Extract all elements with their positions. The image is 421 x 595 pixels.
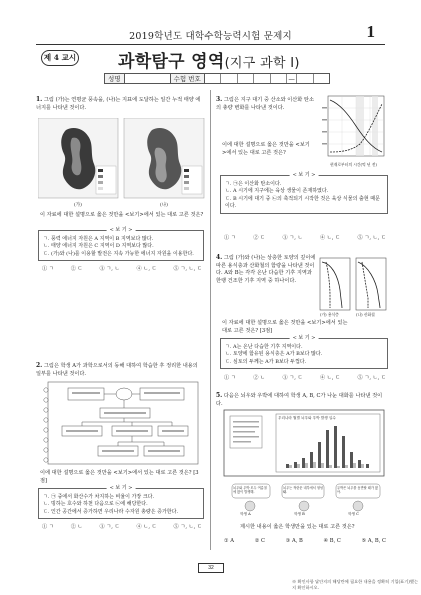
- exam-number-label: 수험 번호: [171, 74, 205, 83]
- question-2-prompt: 이에 대한 설명으로 옳은 것만을 <보기>에서 있는 대로 고른 것은? [3점]: [40, 470, 199, 484]
- page-number: 1: [366, 22, 375, 41]
- bogi-item: ㄷ. (가)와 (나)를 이용할 발전은 지속 가능한 에너지 자원을 이용한다.: [43, 250, 194, 257]
- question-4-number: 4.: [216, 254, 223, 261]
- bogi-item: ㄷ. B 시기에 대기 중 ㉡의 축적되기 시작한 것은 육상 식물의 출현 때문이다.: [225, 195, 380, 210]
- legend-swatch: [98, 175, 103, 178]
- exam-number-cell[interactable]: [254, 74, 270, 83]
- choice-4[interactable]: ④ ㄴ, ㄷ: [319, 375, 341, 381]
- choice-5[interactable]: ⑤ ㄱ, ㄴ, ㄷ: [173, 524, 202, 530]
- question-3-graph: [318, 94, 388, 170]
- subject-main: 과학탐구 영역: [118, 52, 225, 72]
- bogi-item: ㄱ. A는 온난 다습한 기후 지역이다.: [225, 344, 303, 350]
- question-5-prompt: 제시한 내용이 옳은 학생만을 있는 대로 고른 것은?: [240, 524, 355, 530]
- map-a-caption: (가): [74, 203, 82, 208]
- graph-b-frame: [356, 258, 386, 310]
- choice-2[interactable]: ② ㄴ: [253, 375, 266, 381]
- header-rule: [36, 44, 385, 45]
- period-a-band: [356, 96, 364, 156]
- choice-2[interactable]: ② ㄷ: [253, 235, 266, 241]
- question-5-choices: [224, 538, 386, 544]
- question-1-maps: [38, 118, 206, 206]
- legend-swatch: [98, 181, 103, 184]
- legend-swatch: [184, 181, 189, 184]
- question-4-stem: [216, 254, 316, 285]
- question-1-choices: [42, 265, 202, 272]
- map-b-inland: [155, 148, 167, 183]
- question-3-stem: [216, 96, 316, 112]
- question-3-bogi: [220, 172, 388, 214]
- choice-2[interactable]: ② ㄷ: [70, 266, 83, 272]
- student-c-label: 학생 C: [348, 512, 359, 516]
- subject-title: [118, 47, 300, 72]
- question-2-text: 그림은 학생 A가 과학으로서의 동해 대하여 학습한 후 정리한 내용의 일부를 나타낸 것이다.: [36, 363, 198, 377]
- bogi-title: < 보 기 >: [107, 227, 136, 234]
- name-field[interactable]: [125, 74, 171, 83]
- choice-1[interactable]: ① ㄱ: [224, 235, 236, 241]
- choice-4[interactable]: ④ ㄴ, ㄷ: [136, 524, 157, 530]
- choice-1[interactable]: ① A: [224, 538, 235, 544]
- legend-swatch: [184, 187, 189, 190]
- subject-sub: (지구 과학 I): [224, 56, 300, 71]
- question-1-prompt: 이 자료에 대한 설명으로 옳은 것만을 <보기>에서 있는 대로 고른 것은?: [40, 212, 204, 218]
- bogi-item: ㄷ. 심토의 두께는 A가 B보다 두껍다.: [225, 358, 307, 365]
- bogi-item: ㄱ. 풍력 에너지 자원은 A 지역이 B 지역보다 많다.: [43, 236, 154, 242]
- question-2-choices: [42, 523, 202, 530]
- bogi-item: ㄴ. A 시기에 지구에는 육상 생물이 존재하였다.: [225, 188, 329, 195]
- column-divider: [210, 90, 211, 550]
- question-4-text: 그림 (가)와 (나)는 상층한 토양의 깊이에 따른 용식층과 산화철의 함량을 나타낸 것이다. A와 B는 각각 온난 다습한 기후 지역과 한랭 건조한 기후 지역 중 하나이다.: [216, 255, 316, 284]
- question-2-stem: [36, 362, 204, 378]
- board-chart-title: 우리나라 월별 뇌우와 우박 발생 일수: [278, 416, 336, 420]
- bogi-item: ㄷ. 인간 공간에서 증가하면 우리나라 수자원 총량은 증가한다.: [43, 508, 179, 515]
- bogi-item: ㄱ. ㉠은 이산화 탄소이다.: [225, 181, 282, 187]
- question-1-stem: [36, 96, 204, 112]
- legend-swatch: [184, 169, 189, 172]
- bogi-item: ㄱ. ㉠ 중에서 화산수가 차지하는 비율이 가장 크다.: [43, 494, 155, 500]
- choice-2[interactable]: ② C: [254, 538, 265, 544]
- question-2-number: 2.: [36, 362, 43, 369]
- footer-note: ※ 확인사항 답안지의 해당란에 필요한 내용을 정확히 기입(표기)했는지 확인하시오.: [292, 579, 418, 590]
- graph-a-curve-a: [322, 262, 342, 308]
- student-info-bar: [104, 73, 330, 84]
- name-label: 성명: [105, 74, 125, 83]
- choice-5[interactable]: ⑤ ㄱ, ㄴ, ㄷ: [357, 375, 386, 381]
- graph-tick-marks: [322, 107, 327, 145]
- choice-3[interactable]: ③ A, B: [285, 538, 303, 544]
- choice-3[interactable]: ③ ㄱ, ㄴ: [282, 235, 303, 241]
- question-2-bogi: [38, 485, 204, 519]
- question-2-notebook: [40, 380, 202, 466]
- exam-number-cell[interactable]: [238, 74, 254, 83]
- exam-number-cell[interactable]: [205, 74, 221, 83]
- graph-a-frame: [320, 258, 350, 310]
- question-1-bogi: [38, 227, 204, 261]
- choice-5[interactable]: ⑤ A, B, C: [361, 538, 386, 544]
- bogi-title: < 보 기 >: [290, 172, 319, 179]
- notebook-rings: [44, 388, 48, 462]
- legend-swatch: [98, 187, 103, 190]
- bogi-item: ㄴ. 태양 에너지 자원은 C 지역이 D 지역보다 많다.: [43, 243, 154, 250]
- bogi-title: < 보 기 >: [107, 485, 136, 492]
- bubble-c-text: 우박은 뇌우를 동반할 때가 많아.: [337, 486, 379, 494]
- question-5-scene: [220, 408, 388, 520]
- question-3-choices: [224, 234, 386, 241]
- choice-1[interactable]: ① ㄱ: [42, 266, 54, 272]
- bogi-item: ㄴ. 빙하는 호수와 하천 다음으로 ㉡에 해당한다.: [43, 501, 148, 508]
- question-3-prompt: 이에 대한 설명으로 옳은 것만을 <보기>에서 있는 대로 고른 것은?: [222, 142, 310, 156]
- graph-a-curve-b: [326, 262, 330, 308]
- question-3-number: 3.: [216, 96, 223, 103]
- graph-xlabel: 현재로부터의 시간(억 년 전): [330, 162, 377, 167]
- choice-5[interactable]: ⑤ ㄱ, ㄴ, ㄷ: [173, 266, 202, 272]
- choice-3[interactable]: ③ ㄱ, ㄷ: [99, 524, 120, 530]
- question-4-prompt: 이 자료에 대한 설명으로 옳은 것만을 <보기>에서 있는 대로 고른 것은? [3점]: [222, 320, 348, 334]
- question-1-text: 그림 (가)는 연평균 풍속을, (나)는 지표에 도달하는 일간 누적 태양 에너지를 나타낸 것이다.: [36, 97, 201, 111]
- exam-number-cell[interactable]: [297, 74, 313, 83]
- choice-3[interactable]: ③ ㄱ, ㄷ: [282, 375, 303, 381]
- choice-5[interactable]: ⑤ ㄱ, ㄴ, ㄷ: [357, 235, 386, 241]
- bubble-b-text: 뇌우는 적란운 내부에서 형성돼.: [283, 486, 323, 494]
- question-5-stem: [216, 392, 388, 408]
- question-5-text: 다음은 뇌우와 우박에 대하여 학생 A, B, C가 나눈 대화를 나타낸 것이다.: [216, 393, 383, 407]
- exam-number-dash: —: [287, 74, 297, 83]
- choice-1[interactable]: ① ㄱ: [224, 375, 236, 381]
- question-3-text: 그림은 지구 대기 중 산소와 이산화 탄소의 총량 변화를 나타낸 것이다.: [216, 97, 314, 111]
- bogi-item: ㄴ. 토양에 함유된 용식층은 A가 B보다 많다.: [225, 351, 323, 358]
- exam-number-cell[interactable]: [221, 74, 237, 83]
- choice-4[interactable]: ④ ㄴ, ㄷ: [136, 266, 157, 272]
- legend-swatch: [184, 175, 189, 178]
- choice-4[interactable]: ④ B, C: [323, 538, 341, 544]
- student-b-label: 학생 B: [294, 512, 305, 516]
- legend-swatch: [98, 169, 103, 172]
- bubble-a-text: 뇌우와 우박 모두 여름철에 많이 발생해.: [233, 486, 267, 494]
- graph-b-curve-a: [358, 262, 380, 308]
- footer-page-number: 32: [198, 563, 224, 573]
- question-5-number: 5.: [216, 392, 223, 399]
- map-b-caption: (나): [160, 203, 168, 208]
- question-4-choices: [224, 374, 386, 381]
- exam-title: 2019학년도 대학수학능력시험 문제지: [129, 31, 292, 42]
- exam-number-cell[interactable]: [314, 74, 329, 83]
- bogi-title: < 보 기 >: [290, 335, 319, 342]
- question-4-bogi: [220, 335, 388, 369]
- session-badge: 제 4 교시: [41, 50, 79, 66]
- graph-b-caption: (나) 산화철: [356, 312, 375, 317]
- choice-3[interactable]: ③ ㄱ, ㄴ: [99, 266, 120, 272]
- student-a-label: 학생 A: [240, 512, 251, 516]
- choice-2[interactable]: ② ㄴ: [70, 524, 83, 530]
- period-b-band: [372, 96, 378, 156]
- question-1-number: 1.: [36, 96, 43, 103]
- choice-4[interactable]: ④ ㄴ, ㄷ: [319, 235, 341, 241]
- choice-1[interactable]: ① ㄱ: [42, 524, 54, 530]
- students: [245, 501, 363, 511]
- exam-number-cell[interactable]: [271, 74, 287, 83]
- graph-a-caption: (가) 용식층: [320, 312, 339, 317]
